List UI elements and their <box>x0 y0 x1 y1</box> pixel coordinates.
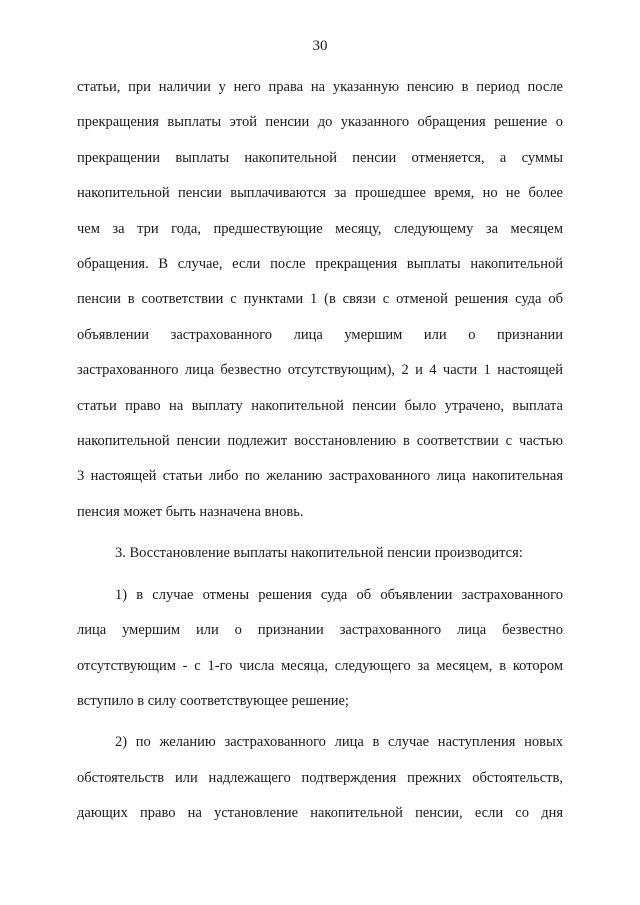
text-line: статьи, при наличии у него права на указанную пенсию в период после <box>77 79 563 95</box>
text-line: вступило в силу соответствующее решение; <box>77 692 349 709</box>
text-line: пенсия может быть назначена вновь. <box>77 503 304 520</box>
text-line: дающих право на установление накопительной пенсии, если со дня <box>77 805 563 822</box>
page-number: 30 <box>312 38 328 54</box>
paragraph-continuation <box>77 70 563 530</box>
text-line: пенсии в соответствии с пунктами 1 (в связи с отменой решения суда об <box>77 291 563 308</box>
document-body <box>77 70 563 832</box>
text-line: накопительной пенсии выплачиваются за прошедшее время, но не более <box>77 185 563 202</box>
text-line: 3 настоящей статьи либо по желанию застрахованного лица накопительная <box>77 468 563 485</box>
paragraph-section-3 <box>77 536 563 571</box>
text-line: 3. Восстановление выплаты накопительной пенсии производится: <box>115 545 523 562</box>
paragraph-item-2 <box>77 725 563 831</box>
text-line: статьи право на выплату накопительной пенсии было утрачено, выплата <box>77 397 563 414</box>
text-line: прекращении выплаты накопительной пенсии отменяется, а суммы <box>77 149 563 166</box>
text-line: 2) по желанию застрахованного лица в случае наступления новых <box>115 734 563 751</box>
text-line: отсутствующим - с 1-го числа месяца, следующего за месяцем, в котором <box>77 657 563 674</box>
text-line: прекращения выплаты этой пенсии до указанного обращения решение о <box>77 114 563 131</box>
text-line: лица умершим или о признании застрахованного лица безвестно <box>77 622 563 639</box>
text-line: 1) в случае отмены решения суда об объявлении застрахованного <box>115 586 563 603</box>
text-line: обстоятельств или надлежащего подтверждения прежних обстоятельств, <box>77 769 563 786</box>
text-line: накопительной пенсии подлежит восстановлению в соответствии с частью <box>77 433 563 450</box>
text-line: объявлении застрахованного лица умершим или о признании <box>77 326 563 343</box>
paragraph-item-1 <box>77 578 563 720</box>
text-line: застрахованного лица безвестно отсутствующим), 2 и 4 части 1 настоящей <box>77 362 563 379</box>
text-line: обращения. В случае, если после прекращения выплаты накопительной <box>77 256 563 273</box>
text-line: чем за три года, предшествующие месяцу, следующему за месяцем <box>77 220 563 237</box>
